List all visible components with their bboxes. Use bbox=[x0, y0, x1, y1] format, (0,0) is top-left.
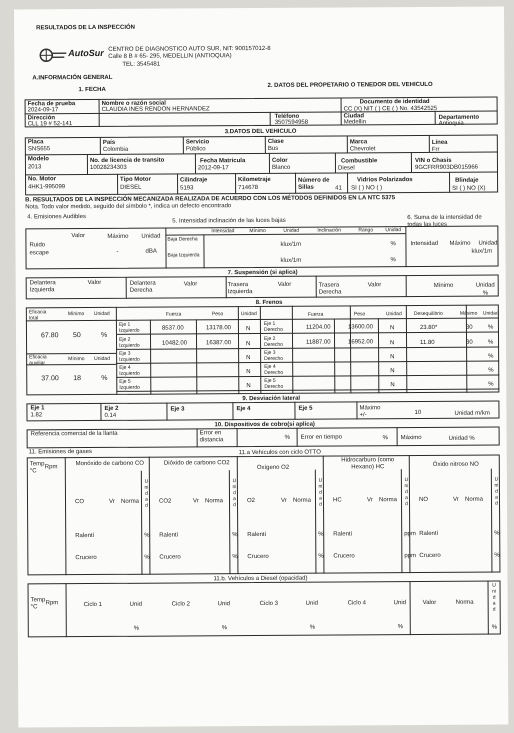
frenos-eje-left-label: Eje 2 Izquierdo bbox=[119, 336, 140, 349]
baja-izquierda-pct: % bbox=[390, 257, 396, 264]
ef-total-unidad-header: Unidad bbox=[93, 310, 110, 318]
frenos-eje-right-label: Eje 3 Derecho bbox=[264, 349, 284, 362]
cobro-error-distancia-pct: % bbox=[284, 434, 290, 441]
baja-derecha-label: Baja Derecha bbox=[167, 236, 198, 243]
ruido-unidad-header: Unidad bbox=[141, 233, 161, 240]
co2-title: Dióxido de carbono CO2 bbox=[163, 460, 230, 467]
motor-label: No. Motor bbox=[28, 176, 57, 183]
frenos-peso-right: 13600.00 bbox=[347, 324, 374, 331]
o2-title: Oxígeno O2 bbox=[256, 464, 290, 472]
susp-minimo-header: Mínimo bbox=[433, 282, 454, 289]
hc-title: Hidrocarburo (como Hexano) HC bbox=[341, 457, 395, 471]
gas-co-crucero: Crucero bbox=[75, 555, 97, 562]
gas-co-crucero-unit: % bbox=[144, 554, 150, 561]
vin-value: 9GCFRR903DB015966 bbox=[414, 164, 479, 172]
baja-izquierda-unidad: klux/1m bbox=[280, 257, 302, 264]
diesel-title: 11.b. Vehículos a Diesel (opacidad) bbox=[213, 575, 308, 583]
licencia-label: No. de licencia de transito bbox=[89, 157, 165, 165]
cobro-error-tiempo-label: Error en tiempo bbox=[300, 434, 343, 441]
susp-del-izq-valor: Valor bbox=[87, 279, 102, 287]
gas-no-label: NO bbox=[418, 496, 429, 504]
motor-value: 4HK1-995099 bbox=[28, 184, 66, 191]
ef-total-label: Eficacia total bbox=[28, 309, 47, 322]
section-a-title: A.INFORMACIÓN GENERAL bbox=[32, 74, 113, 82]
desv-eje2-value: 0.14 bbox=[104, 412, 117, 419]
frenos-unit-left: N bbox=[246, 341, 251, 348]
gas-o2-crucero: Crucero bbox=[247, 553, 269, 561]
diesel-table bbox=[28, 581, 501, 638]
color-label: Color bbox=[271, 157, 288, 164]
frenos-pct: % bbox=[488, 381, 494, 388]
gas-co2-unidad-header: Unidad bbox=[232, 478, 237, 509]
frenos-eje-right-label: Eje 2 Derecho bbox=[264, 335, 283, 348]
cobro-ref-label: Referencia comercial de la llanta bbox=[30, 430, 118, 438]
telefono-label: Teléfono bbox=[274, 113, 300, 120]
nombre-value: CLAUDIA INES RENDON HERNANDEZ bbox=[101, 106, 210, 113]
gas-hc-crucero-unit: ppm bbox=[404, 553, 417, 560]
diesel-ciclo1-pct: % bbox=[133, 625, 140, 632]
diesel-ciclo2-header: Ciclo 2 bbox=[171, 601, 191, 608]
autosur-logo-icon bbox=[38, 47, 68, 63]
frenos-unit-left: N bbox=[246, 383, 251, 390]
frenos-maximo-header: Máximo bbox=[459, 310, 478, 317]
frenos-unit-left: N bbox=[246, 369, 251, 376]
frenos-title: 8. Frenos bbox=[255, 299, 283, 307]
blindaje-value: SI ( ) NO (X) bbox=[452, 185, 486, 192]
cobro-maximo-label: Máximo bbox=[400, 435, 422, 442]
diesel-unidad-pct: % bbox=[491, 624, 498, 631]
gas-co-vr: Vr bbox=[108, 498, 115, 505]
combustible-label: Combustible bbox=[340, 158, 378, 165]
desv-eje4-label: Eje 4 bbox=[236, 406, 251, 413]
direccion-value: CLL 19 # 52-141 bbox=[27, 121, 73, 128]
documento-value: CC (X) NIT ( ) CE ( ) No. 43542525 bbox=[343, 105, 438, 113]
otto-title: 11.a Vehículos con ciclo OTTO bbox=[238, 449, 321, 457]
frenos-unit-right: N bbox=[390, 340, 395, 347]
desv-eje5-label: Eje 5 bbox=[298, 405, 313, 412]
ef-total-unit: % bbox=[100, 331, 108, 339]
vidrios-label: Vidrios Polarizados bbox=[357, 177, 413, 184]
frenos-max-value: 30 bbox=[466, 339, 473, 346]
desv-eje2-label: Eje 2 bbox=[104, 405, 119, 412]
desviacion-table bbox=[26, 401, 499, 422]
inclinacion-title: 5. Intensidad inclinación de las luces bajas bbox=[172, 217, 286, 225]
susp-tras-izq-valor: Valor bbox=[277, 281, 292, 288]
no-title: Óxido nitroso NO bbox=[432, 461, 479, 468]
vehiculo-title: 3.DATOS DEL VEHICULO bbox=[224, 128, 297, 136]
linea-label: Línea bbox=[431, 139, 448, 146]
center-address: Calle 8 B # 65- 295, MEDELLIN (ANTIOQUIA) bbox=[108, 53, 232, 60]
co-title: Monóxido de carbono CO bbox=[75, 460, 144, 468]
baja-izquierda-label: Baja Izquierda bbox=[167, 252, 200, 259]
gas-o2-ralenti-unit: % bbox=[318, 531, 324, 538]
gas-no-ralenti: Ralentí bbox=[419, 530, 439, 538]
frenos-fuerza-left: 10482.00 bbox=[162, 340, 188, 347]
frenos-eje-left-label: Eje 3 Izquierdo bbox=[119, 350, 140, 363]
gas-hc-ralenti: Ralentí bbox=[333, 531, 353, 538]
frenos-unit-left: N bbox=[245, 326, 251, 333]
gas-no-ralenti-unit: % bbox=[494, 530, 500, 537]
frenos-unit-right: N bbox=[389, 325, 395, 332]
gas-co-label: CO bbox=[74, 499, 85, 506]
gas-hc-crucero: Crucero bbox=[333, 553, 355, 560]
desv-maximo-label: Máximo +/- bbox=[359, 405, 381, 419]
ruido-maximo-header: Máximo bbox=[107, 233, 129, 240]
ruido-escape-label: Ruido escape bbox=[29, 242, 49, 257]
gas-hc-vr: Vr bbox=[366, 497, 373, 504]
diesel-ciclo4-unid-header: Unid bbox=[393, 600, 407, 607]
ciudad-value: Medellin bbox=[343, 119, 367, 126]
diesel-ciclo4-header: Ciclo 4 bbox=[347, 600, 367, 607]
frenos-unit-right: N bbox=[390, 382, 395, 389]
pais-value: Colombia bbox=[102, 146, 129, 153]
frenos-eje-left-label: Eje 4 Izquierdo bbox=[119, 364, 140, 377]
susp-unidad-header: Unidad bbox=[475, 282, 495, 289]
nombre-label: Nombre o razón social bbox=[101, 100, 166, 107]
vidrios-value: SI ( ) NO ( ) bbox=[351, 185, 383, 192]
gas-co-ralenti: Ralentí bbox=[75, 533, 95, 540]
frenos-fuerza-left: 8537.00 bbox=[161, 325, 184, 332]
gas-hc-ralenti-unit: ppm bbox=[404, 531, 416, 538]
susp-tras-der-valor: Valor bbox=[367, 282, 382, 289]
center-phone: TEL: 3545481 bbox=[122, 61, 161, 68]
intensidad-header: Intensidad bbox=[211, 228, 235, 235]
cobro-error-tiempo-pct: % bbox=[382, 435, 388, 442]
inclinacion-header: Inclinación bbox=[317, 227, 342, 234]
suma-unidad-header: Unidad bbox=[478, 240, 498, 247]
gases-temp-label: Temp °C bbox=[29, 461, 45, 475]
frenos-fuerza-left-header: Fuerza bbox=[165, 311, 182, 318]
licencia-value: 10028234303 bbox=[89, 164, 127, 172]
telefono-value: 3507594958 bbox=[274, 119, 309, 126]
diesel-unidad-header: Unidad bbox=[492, 582, 497, 613]
frenos-peso-left: 13178.00 bbox=[205, 325, 232, 332]
gases-title: 11. Emisiones de gases bbox=[28, 449, 92, 456]
minimo-header: Mínimo bbox=[249, 227, 266, 235]
desv-maximo-value: 10 bbox=[414, 410, 422, 417]
modelo-value: 2013 bbox=[27, 164, 42, 171]
ef-total-minimo: 50 bbox=[72, 332, 81, 340]
frenos-fuerza-right: 11887.00 bbox=[306, 339, 331, 346]
gas-hc-label: HC bbox=[332, 497, 342, 504]
desv-eje1-label: Eje 1 bbox=[30, 405, 45, 412]
frenos-unidad-header: Unidad bbox=[482, 310, 499, 317]
emisiones-audibles-title: 4. Emisiones Audibles bbox=[27, 214, 86, 221]
baja-derecha-pct: % bbox=[390, 241, 396, 248]
diesel-temp-label: Temp °C bbox=[30, 597, 46, 611]
desv-eje3-label: Eje 3 bbox=[170, 406, 185, 413]
modelo-label: Modelo bbox=[27, 156, 49, 163]
color-value: Blanco bbox=[271, 164, 291, 171]
gas-co2-label: CO2 bbox=[158, 498, 172, 505]
tipo-motor-value: DIESEL bbox=[120, 184, 142, 191]
diesel-ciclo2-pct: % bbox=[221, 625, 228, 632]
diesel-valor-header: Valor bbox=[422, 599, 437, 607]
placa-value: SNS655 bbox=[27, 146, 51, 153]
gas-o2-vr: Vr bbox=[280, 497, 287, 504]
frenos-unidad-left-header: Unidad bbox=[240, 311, 257, 318]
sillas-value: 41 bbox=[335, 185, 342, 192]
fecha-prueba-label: Fecha de prueba bbox=[27, 101, 76, 108]
ef-aux-minimo: 18 bbox=[73, 375, 82, 383]
direccion-label: Dirección bbox=[27, 115, 56, 122]
gas-no-unidad-header: Unidad bbox=[494, 476, 499, 507]
ruido-maximo-value: - bbox=[116, 248, 119, 255]
blindaje-label: Blindaje bbox=[455, 177, 479, 184]
baja-derecha-unidad: klux/1m bbox=[280, 241, 302, 248]
frenos-fuerza-right: 11204.00 bbox=[305, 324, 331, 331]
gas-co2-vr: Vr bbox=[192, 498, 199, 505]
gas-no-crucero: Crucero bbox=[419, 552, 441, 560]
section-b-title: B. RESULTADOS DE LA INSPECCIÓN MECANIZADA REALIZADA DE ACUERDO CON LOS MÉTODOS DEFINIDOS EN LA NTC 5375 bbox=[25, 195, 396, 204]
fecha-matricula-label: Fecha Matricula bbox=[199, 158, 246, 165]
ef-total-value: 67.80 bbox=[40, 332, 59, 340]
gas-o2-crucero-unit: % bbox=[318, 553, 324, 560]
diesel-ciclo1-unid-header: Unid bbox=[129, 601, 143, 608]
susp-unidad-value: % bbox=[482, 290, 489, 297]
frenos-peso-right-header: Peso bbox=[353, 311, 366, 318]
gas-co-ralenti-unit: % bbox=[144, 532, 150, 539]
frenos-peso-left: 16387.00 bbox=[206, 340, 232, 347]
gas-no-vr: Vr bbox=[452, 496, 459, 503]
departamento-label: Departamento bbox=[438, 114, 480, 121]
frenos-eje-left-label: Eje 1 Izquierdo bbox=[118, 321, 140, 334]
diesel-ciclo2-unid-header: Unid bbox=[217, 601, 231, 608]
gas-o2-unidad-header: Unidad bbox=[318, 477, 323, 508]
section-b-note: Nota. Todo valor medido, seguido del símbolo *, indica un defecto encontrado bbox=[25, 203, 232, 211]
frenos-eje-right-label: Eje 5 Derecho bbox=[264, 377, 284, 390]
frenos-pct: % bbox=[487, 324, 494, 331]
suma-maximo-header: Máximo bbox=[449, 240, 471, 247]
diesel-rpm-label: Rpm bbox=[45, 600, 59, 607]
desviacion-title: 9. Desviación lateral bbox=[242, 395, 301, 403]
gas-no-crucero-unit: % bbox=[494, 552, 500, 559]
owner-heading: 2. DATOS DEL PROPETARIO O TENEDOR DEL VEHICULO bbox=[267, 81, 433, 89]
ef-total-minimo-header: Mínimo bbox=[67, 311, 85, 318]
gas-no-norma: Norma bbox=[464, 496, 484, 503]
susp-del-der-valor: Valor bbox=[183, 281, 198, 288]
suma-unidad-value: klux/1m bbox=[471, 248, 493, 255]
pais-label: País bbox=[102, 139, 116, 146]
combustible-value: Diesel bbox=[337, 165, 355, 172]
tipo-motor-label: Tipo Motor bbox=[120, 176, 151, 183]
linea-value: Frr bbox=[431, 146, 440, 153]
frenos-eje-right-label: Eje 1 Derecho bbox=[263, 320, 283, 333]
marca-value: Chevrolet bbox=[349, 146, 376, 153]
ef-aux-label: Eficacia auxiliar bbox=[29, 354, 47, 367]
susp-tras-izq-label: Trasera Izquierda bbox=[227, 282, 253, 296]
frenos-deseq-header: Desequilibrio bbox=[413, 310, 443, 318]
diesel-ciclo3-pct: % bbox=[309, 624, 316, 631]
gas-o2-ralenti: Ralentí bbox=[247, 531, 267, 539]
fecha-heading: 1. FECHA bbox=[78, 86, 106, 94]
frenos-pct: % bbox=[488, 339, 494, 346]
gas-co-unidad-header: Unidad bbox=[144, 478, 149, 509]
ef-aux-minimo-header: Mínimo bbox=[68, 356, 85, 363]
frenos-pct: % bbox=[488, 367, 494, 374]
suspension-title: 7. Suspensión (si aplica) bbox=[227, 269, 298, 277]
cilindraje-value: 5193 bbox=[180, 185, 194, 192]
report-title: RESULTADOS DE LA INSPECCIÓN bbox=[36, 24, 136, 32]
gas-hc-unidad-header: Unidad bbox=[404, 477, 409, 508]
servicio-label: Servicio bbox=[185, 139, 210, 146]
frenos-eje-left-label: Eje 5 Izquierdo bbox=[119, 378, 140, 391]
unidad2-header: Unidad bbox=[385, 227, 402, 234]
susp-del-der-label: Delantera Derecha bbox=[129, 280, 156, 294]
gas-co-norma: Norma bbox=[120, 498, 140, 505]
gas-hc-norma: Norma bbox=[378, 497, 398, 504]
cobro-unidad-label: Unidad % bbox=[448, 435, 475, 442]
suma-intensidad-header: Intensidad bbox=[410, 240, 439, 248]
logo-text: AutoSur bbox=[68, 47, 104, 59]
frenos-deseq-value: 11.80 bbox=[420, 339, 435, 347]
frenos-unit-right: N bbox=[390, 354, 395, 361]
unidad-header: Unidad bbox=[283, 227, 300, 234]
diesel-ciclo3-header: Ciclo 3 bbox=[259, 600, 279, 608]
gas-co2-ralenti: Ralentí bbox=[159, 532, 179, 539]
frenos-unit-right: N bbox=[390, 368, 395, 375]
diesel-ciclo4-pct: % bbox=[397, 624, 404, 631]
diesel-norma-header: Norma bbox=[455, 599, 474, 606]
frenos-pct: % bbox=[488, 353, 494, 360]
ef-aux-unit: % bbox=[101, 374, 108, 382]
gas-o2-label: O2 bbox=[246, 498, 256, 505]
kilometraje-label: Kilometraje bbox=[238, 176, 271, 184]
rango-header: Rango bbox=[358, 227, 374, 234]
cobro-error-distancia-label: Error en distancia bbox=[199, 430, 224, 444]
susp-del-izq-label: Delantera Izquierda bbox=[29, 280, 56, 294]
ef-aux-value: 37.00 bbox=[41, 375, 59, 383]
gas-co2-crucero: Crucero bbox=[159, 554, 181, 561]
cobro-title: 10. Dispositivos de cobro(si aplica) bbox=[214, 421, 315, 429]
gas-o2-norma: Norma bbox=[292, 497, 312, 504]
ciudad-label: Ciudad bbox=[343, 113, 365, 120]
frenos-fuerza-right-header: Fuerza bbox=[307, 311, 324, 318]
frenos-max-value: 30 bbox=[465, 324, 473, 331]
susp-tras-der-label: Trasera Derecha bbox=[318, 282, 342, 296]
gas-co2-crucero-unit: % bbox=[232, 554, 238, 561]
frenos-peso-left-header: Peso bbox=[211, 311, 224, 318]
gases-rpm-label: Rpm bbox=[44, 464, 58, 471]
ruido-valor-header: Valor bbox=[71, 233, 85, 240]
ef-aux-unidad-header: Unidad bbox=[94, 355, 111, 363]
clase-value: Bus bbox=[267, 145, 279, 152]
ruido-unidad-value: dBA bbox=[145, 248, 157, 255]
vin-label: VIN o Chasis bbox=[414, 157, 452, 165]
gas-co2-norma: Norma bbox=[204, 498, 224, 505]
frenos-unit-left: N bbox=[246, 355, 251, 362]
gas-co2-ralenti-unit: % bbox=[232, 532, 238, 539]
desv-eje1-value: 1.82 bbox=[30, 412, 43, 419]
desv-unidad: Unidad m/km bbox=[454, 410, 490, 417]
kilometraje-value: 714678 bbox=[238, 185, 259, 192]
frenos-deseq-value: 23.80* bbox=[419, 324, 438, 332]
suma-intensidad-title: 6. Suma de la intensidad de todas las luces bbox=[407, 214, 482, 229]
marca-label: Marca bbox=[349, 139, 368, 146]
cilindraje-label: Cilindraje bbox=[180, 177, 208, 184]
diesel-ciclo3-unid-header: Unid bbox=[305, 600, 319, 607]
clase-label: Clase bbox=[267, 138, 284, 145]
documento-label: Documento de identidad bbox=[359, 98, 430, 106]
fecha-prueba-value: 2024-09-17 bbox=[27, 107, 59, 114]
diesel-ciclo1-header: Ciclo 1 bbox=[83, 601, 103, 609]
center-name: CENTRO DE DIAGNOSTICO AUTO SUR, NIT: 900157012-8 bbox=[108, 45, 271, 53]
frenos-eje-right-label: Eje 4 Derecho bbox=[264, 363, 284, 376]
inspection-sheet bbox=[14, 7, 508, 728]
departamento-value: Antioquia bbox=[438, 120, 464, 127]
frenos-peso-right: 16952.00 bbox=[348, 339, 374, 346]
frenos-unidad-right-header: Unidad bbox=[385, 311, 402, 318]
servicio-value: Público bbox=[185, 146, 206, 153]
fecha-matricula-value: 2012-09-17 bbox=[197, 165, 229, 172]
placa-label: Placa bbox=[27, 139, 44, 146]
sillas-label: Número de Sillas bbox=[298, 177, 330, 191]
